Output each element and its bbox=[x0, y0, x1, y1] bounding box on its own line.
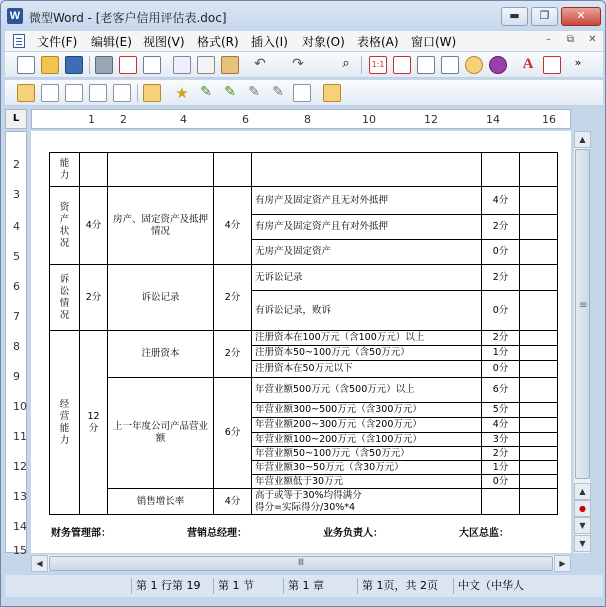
ruler-tick: 10 bbox=[13, 400, 27, 413]
copy-icon[interactable] bbox=[197, 56, 215, 74]
reply-icon[interactable] bbox=[89, 84, 107, 102]
table-cell[interactable] bbox=[520, 475, 558, 489]
cut-icon[interactable] bbox=[173, 56, 191, 74]
item-cell[interactable]: 销售增长率 bbox=[108, 489, 214, 515]
document-icon[interactable] bbox=[13, 34, 25, 48]
new-icon[interactable] bbox=[17, 56, 35, 74]
table-row bbox=[50, 187, 558, 215]
table-cell[interactable] bbox=[520, 153, 558, 187]
print-preview-icon[interactable] bbox=[143, 56, 161, 74]
table-cell[interactable] bbox=[520, 265, 558, 291]
ruler-tick: 1 bbox=[88, 113, 95, 126]
minimize-button[interactable]: ▬ bbox=[501, 7, 528, 26]
print-icon[interactable] bbox=[95, 56, 113, 74]
scroll-down-icon[interactable]: ▼ bbox=[574, 535, 591, 552]
page-number-icon[interactable]: 1:1 bbox=[369, 56, 387, 74]
table-cell[interactable] bbox=[108, 153, 214, 187]
close-button[interactable]: ✕ bbox=[561, 7, 601, 26]
points-cell[interactable]: 6分 bbox=[482, 378, 520, 403]
status-section: 第 1 节 bbox=[213, 578, 279, 594]
scroll-right-icon[interactable]: ▶ bbox=[554, 555, 571, 572]
item-cell[interactable]: 诉讼记录 bbox=[108, 265, 214, 331]
note-icon[interactable] bbox=[293, 84, 311, 102]
criteria-cell[interactable]: 年营业额30~50万元（含30万元） bbox=[252, 461, 482, 475]
table-icon[interactable] bbox=[393, 56, 411, 74]
table-cell[interactable] bbox=[520, 489, 558, 515]
item-cell[interactable]: 上一年度公司产品营业额 bbox=[108, 378, 214, 489]
document-area[interactable] bbox=[31, 131, 571, 553]
toolbar-separator bbox=[89, 56, 90, 74]
criteria-cell[interactable]: 年营业额200~300万元（含200万元） bbox=[252, 418, 482, 433]
status-page: 第 1页，共 2页 bbox=[357, 578, 451, 594]
signature-regional-director[interactable]: 大区总监： bbox=[459, 528, 509, 539]
menu-format[interactable]: 格式(R) bbox=[197, 35, 239, 49]
table-cell[interactable] bbox=[520, 240, 558, 265]
weight-cell[interactable]: 2分 bbox=[80, 265, 108, 331]
edit-icon[interactable] bbox=[41, 84, 59, 102]
vertical-scrollbar[interactable] bbox=[573, 131, 590, 553]
zoom-icon[interactable] bbox=[465, 56, 483, 74]
table-cell[interactable] bbox=[520, 433, 558, 447]
table-cell[interactable] bbox=[482, 153, 520, 187]
credit-evaluation-table[interactable] bbox=[49, 152, 558, 515]
table-cell[interactable] bbox=[520, 418, 558, 433]
toolbar-separator bbox=[361, 56, 362, 74]
points-cell[interactable]: 0分 bbox=[482, 361, 520, 378]
columns-icon[interactable] bbox=[417, 56, 435, 74]
table-cell[interactable] bbox=[482, 489, 520, 515]
table-cell[interactable] bbox=[520, 346, 558, 361]
criteria-cell[interactable]: 注册资本50~100万元（含50万元） bbox=[252, 346, 482, 361]
menu-bar bbox=[5, 31, 603, 51]
menu-view[interactable]: 视图(V) bbox=[143, 35, 185, 49]
ruler-tick: 4 bbox=[13, 220, 20, 233]
table-cell[interactable] bbox=[520, 187, 558, 215]
points-cell[interactable]: 2分 bbox=[482, 215, 520, 240]
save-icon[interactable] bbox=[65, 56, 83, 74]
criteria-cell[interactable]: 年营业额50~100万元（含50万元） bbox=[252, 447, 482, 461]
table-cell[interactable] bbox=[520, 361, 558, 378]
menu-edit[interactable]: 编辑(E) bbox=[91, 35, 132, 49]
table-row bbox=[50, 331, 558, 346]
signature-business-lead[interactable]: 业务负责人： bbox=[323, 528, 383, 539]
pen2-icon[interactable]: ✎ bbox=[224, 84, 236, 100]
ruler-tick: 2 bbox=[13, 158, 20, 171]
ruler-tick: 9 bbox=[13, 370, 20, 383]
item-cell[interactable]: 注册资本 bbox=[108, 331, 214, 378]
ruler-tick: 13 bbox=[13, 490, 27, 503]
criteria-cell[interactable]: 注册资本在50万元以下 bbox=[252, 361, 482, 378]
points-cell[interactable]: 2分 bbox=[482, 265, 520, 291]
horizontal-scroll-thumb[interactable]: Ⅲ bbox=[49, 556, 553, 571]
vertical-scroll-thumb[interactable] bbox=[575, 149, 590, 479]
more-icon[interactable]: » bbox=[574, 56, 582, 69]
format-icon[interactable] bbox=[441, 56, 459, 74]
paste-icon[interactable] bbox=[221, 56, 239, 74]
criteria-cell[interactable]: 有房产及固定资产且有对外抵押 bbox=[252, 215, 482, 240]
criteria-cell[interactable]: 高于或等于30%均得满分 得分=实际得分/30%*4 bbox=[252, 489, 482, 515]
score-cell[interactable]: 2分 bbox=[214, 331, 252, 378]
ruler-tick: 7 bbox=[13, 310, 20, 323]
pen4-icon[interactable]: ✎ bbox=[272, 84, 284, 100]
points-cell[interactable]: 5分 bbox=[482, 403, 520, 418]
points-cell[interactable]: 2分 bbox=[482, 331, 520, 346]
ruler-tick: 8 bbox=[304, 113, 311, 126]
browse-object-icon[interactable]: ● bbox=[574, 500, 591, 517]
table-cell[interactable] bbox=[520, 331, 558, 346]
menu-object[interactable]: 对象(O) bbox=[302, 35, 345, 49]
score-cell[interactable]: 2分 bbox=[214, 265, 252, 331]
menu-file[interactable]: 文件(F) bbox=[37, 35, 78, 49]
criteria-cell[interactable]: 年营业额300~500万元（含300万元） bbox=[252, 403, 482, 418]
weight-cell[interactable]: 12分 bbox=[80, 331, 108, 515]
menu-window[interactable]: 窗口(W) bbox=[411, 35, 457, 49]
table-row bbox=[50, 378, 558, 403]
ruler-tab-selector[interactable]: L bbox=[5, 109, 27, 129]
color-icon[interactable] bbox=[489, 56, 507, 74]
criteria-cell[interactable]: 年营业额100~200万元（含100万元） bbox=[252, 433, 482, 447]
table-cell[interactable] bbox=[520, 403, 558, 418]
criteria-cell[interactable]: 年营业额低于30万元 bbox=[252, 475, 482, 489]
table-cell[interactable] bbox=[252, 153, 482, 187]
score-cell[interactable]: 4分 bbox=[214, 187, 252, 265]
doc-close-button[interactable]: ✕ bbox=[588, 34, 597, 45]
weight-cell[interactable]: 4分 bbox=[80, 187, 108, 265]
vertical-ruler[interactable] bbox=[5, 131, 27, 557]
style-icon[interactable] bbox=[543, 56, 561, 74]
delete-icon[interactable] bbox=[65, 84, 83, 102]
category-cell[interactable]: 诉 讼 情 况 bbox=[50, 265, 80, 331]
points-cell[interactable]: 1分 bbox=[482, 461, 520, 475]
ruler-tick: 3 bbox=[13, 188, 20, 201]
doc-minimize-button[interactable]: – bbox=[546, 34, 551, 45]
status-position: 第 1 行第 19 bbox=[131, 578, 209, 594]
item-cell[interactable]: 房产、固定资产及抵押情况 bbox=[108, 187, 214, 265]
score-cell[interactable]: 6分 bbox=[214, 378, 252, 489]
criteria-cell[interactable]: 有诉讼记录，败诉 bbox=[252, 291, 482, 331]
scroll-up-icon[interactable]: ▲ bbox=[574, 131, 591, 148]
standard-toolbar bbox=[5, 52, 603, 78]
points-cell[interactable]: 4分 bbox=[482, 187, 520, 215]
horizontal-scrollbar[interactable] bbox=[31, 554, 571, 571]
prev-page-icon[interactable]: ▲ bbox=[574, 483, 591, 500]
category-cell[interactable]: 能 力 bbox=[50, 153, 80, 187]
maximize-button[interactable]: ❐ bbox=[531, 7, 558, 26]
points-cell[interactable]: 0分 bbox=[482, 291, 520, 331]
table-cell[interactable] bbox=[214, 153, 252, 187]
open-icon[interactable] bbox=[41, 56, 59, 74]
ruler-tick: 4 bbox=[180, 113, 187, 126]
next-page-icon[interactable]: ▼ bbox=[574, 517, 591, 534]
ruler-tick: 10 bbox=[362, 113, 376, 126]
ruler-tick: 6 bbox=[242, 113, 249, 126]
table-cell[interactable] bbox=[520, 378, 558, 403]
redo-icon[interactable]: ↷ bbox=[292, 56, 304, 72]
star-icon[interactable]: ★ bbox=[175, 84, 189, 102]
criteria-cell[interactable]: 有房产及固定资产且无对外抵押 bbox=[252, 187, 482, 215]
ruler-tick: 5 bbox=[13, 250, 20, 263]
status-bar bbox=[5, 575, 603, 597]
ruler-tick: 14 bbox=[486, 113, 500, 126]
criteria-cell[interactable]: 年营业额500万元（含500万元）以上 bbox=[252, 378, 482, 403]
ruler-tick: 14 bbox=[13, 520, 27, 533]
points-cell[interactable]: 0分 bbox=[482, 240, 520, 265]
ruler-tick: 6 bbox=[13, 280, 20, 293]
criteria-cell[interactable]: 无诉讼记录 bbox=[252, 265, 482, 291]
table-cell[interactable] bbox=[80, 153, 108, 187]
table-row bbox=[50, 153, 558, 187]
criteria-cell[interactable]: 注册资本在100万元（含100万元）以上 bbox=[252, 331, 482, 346]
toolbar-separator bbox=[137, 84, 138, 102]
menu-insert[interactable]: 插入(I) bbox=[251, 35, 288, 49]
window-title: 微型Word - [老客户信用评估表.doc] bbox=[29, 11, 227, 25]
doc-restore-button[interactable]: ⧉ bbox=[566, 34, 575, 45]
category-cell[interactable]: 经 营 能 力 bbox=[50, 331, 80, 515]
points-cell[interactable]: 1分 bbox=[482, 346, 520, 361]
score-cell[interactable]: 4分 bbox=[214, 489, 252, 515]
table-cell[interactable] bbox=[520, 461, 558, 475]
document-page[interactable] bbox=[31, 131, 571, 553]
title-bar bbox=[1, 1, 605, 31]
pen-icon[interactable]: ✎ bbox=[200, 84, 212, 100]
points-cell[interactable]: 2分 bbox=[482, 447, 520, 461]
ruler-tick: 12 bbox=[424, 113, 438, 126]
word-app-icon: W bbox=[7, 8, 23, 24]
status-chapter: 第 1 章 bbox=[283, 578, 355, 594]
pen3-icon[interactable]: ✎ bbox=[248, 84, 260, 100]
category-cell[interactable]: 资 产 状 况 bbox=[50, 187, 80, 265]
points-cell[interactable]: 3分 bbox=[482, 433, 520, 447]
properties-icon[interactable] bbox=[113, 84, 131, 102]
ruler-tick: 11 bbox=[13, 430, 27, 443]
criteria-cell[interactable]: 无房产及固定资产 bbox=[252, 240, 482, 265]
mark-icon[interactable] bbox=[17, 84, 35, 102]
status-language: 中文（中华人 bbox=[453, 578, 543, 594]
ruler-tick: 12 bbox=[13, 460, 27, 473]
ruler-tick: 16 bbox=[542, 113, 556, 126]
review-toolbar bbox=[5, 80, 603, 106]
font-color-icon[interactable]: A bbox=[522, 56, 534, 72]
table-cell[interactable] bbox=[520, 291, 558, 331]
horizontal-ruler[interactable] bbox=[31, 109, 571, 129]
ruler-tick: 15 bbox=[13, 544, 27, 557]
table-cell[interactable] bbox=[520, 447, 558, 461]
points-cell[interactable]: 0分 bbox=[482, 475, 520, 489]
save-as-icon[interactable] bbox=[143, 84, 161, 102]
menu-table[interactable]: 表格(A) bbox=[357, 35, 399, 49]
pdf-icon[interactable] bbox=[119, 56, 137, 74]
table-cell[interactable] bbox=[520, 215, 558, 240]
ruler-tick: 2 bbox=[120, 113, 127, 126]
undo-icon[interactable]: ↶ bbox=[254, 56, 266, 72]
find-icon[interactable]: ⌕ bbox=[342, 56, 350, 71]
signature-sales-gm[interactable]: 营销总经理： bbox=[187, 528, 247, 539]
points-cell[interactable]: 4分 bbox=[482, 418, 520, 433]
ruler-tick: 8 bbox=[13, 340, 20, 353]
highlight-icon[interactable] bbox=[323, 84, 341, 102]
scroll-left-icon[interactable]: ◀ bbox=[31, 555, 48, 572]
table-row bbox=[50, 265, 558, 291]
table-row bbox=[50, 489, 558, 515]
signature-finance[interactable]: 财务管理部： bbox=[51, 528, 111, 539]
